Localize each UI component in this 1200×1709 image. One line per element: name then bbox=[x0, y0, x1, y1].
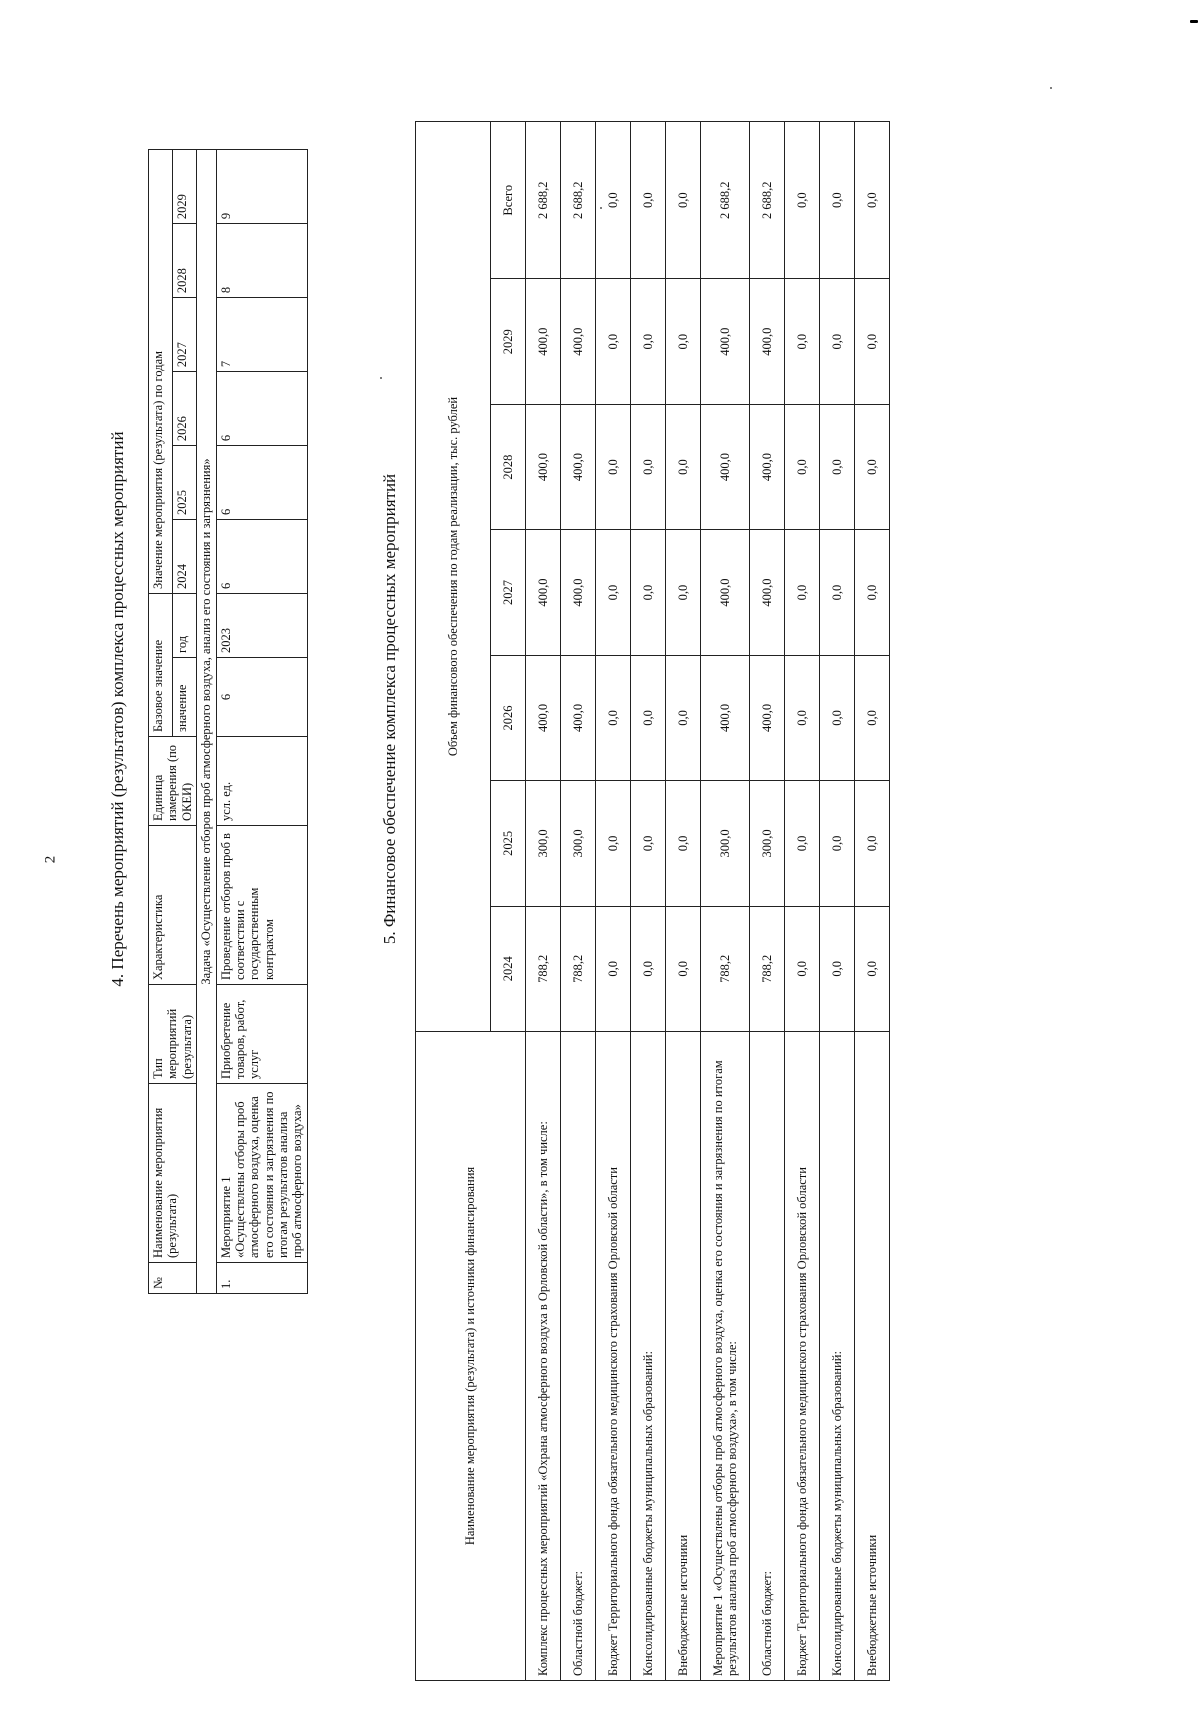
col-header-fin-year: 2028 bbox=[491, 404, 526, 529]
fin-cell: 300,0 bbox=[750, 781, 785, 906]
table-row bbox=[820, 122, 855, 1681]
fin-cell: 0,0 bbox=[820, 655, 855, 780]
col-header-name: Наименование мероприятия (результата) bbox=[149, 1084, 197, 1263]
row-num: 1. bbox=[216, 1263, 307, 1294]
fin-cell: 0,0 bbox=[855, 655, 890, 780]
fin-cell: 0,0 bbox=[855, 781, 890, 906]
fin-cell-total: 0,0 bbox=[631, 122, 666, 279]
fin-cell: 0,0 bbox=[596, 279, 631, 404]
col-header-fin-year: 2024 bbox=[491, 906, 526, 1031]
table-row bbox=[855, 122, 890, 1681]
fin-row-name: Консолидированные бюджеты муниципальных образований: bbox=[820, 1032, 855, 1681]
row-base-year: 2023 bbox=[216, 594, 307, 658]
fin-row-name: Консолидированные бюджеты муниципальных образований: bbox=[631, 1032, 666, 1681]
fin-cell-total: 2 688,2 bbox=[561, 122, 596, 279]
table-row bbox=[666, 122, 701, 1681]
fin-cell: 0,0 bbox=[820, 279, 855, 404]
scan-speck bbox=[380, 377, 382, 379]
fin-row-name: Внебюджетные источники bbox=[855, 1032, 890, 1681]
fin-cell: 0,0 bbox=[666, 530, 701, 655]
fin-cell: 0,0 bbox=[596, 781, 631, 906]
col-header-char: Характеристика bbox=[149, 826, 197, 985]
fin-cell: 0,0 bbox=[855, 530, 890, 655]
fin-cell: 0,0 bbox=[631, 404, 666, 529]
scan-mark bbox=[1190, 20, 1198, 23]
fin-cell: 0,0 bbox=[631, 906, 666, 1031]
table-row bbox=[631, 122, 666, 1681]
col-header-fin-year: 2027 bbox=[491, 530, 526, 655]
fin-cell: 400,0 bbox=[750, 530, 785, 655]
fin-cell-total: 0,0 bbox=[596, 122, 631, 279]
col-header-values: Значение мероприятия (результата) по годам bbox=[149, 150, 173, 594]
fin-cell: 0,0 bbox=[631, 781, 666, 906]
col-header-year: 2028 bbox=[173, 224, 197, 298]
row-unit: усл. ед. bbox=[216, 737, 307, 826]
fin-cell: 400,0 bbox=[750, 655, 785, 780]
fin-cell: 788,2 bbox=[561, 906, 596, 1031]
fin-cell-total: 0,0 bbox=[820, 122, 855, 279]
fin-cell: 0,0 bbox=[631, 279, 666, 404]
fin-cell: 400,0 bbox=[526, 655, 561, 780]
fin-cell: 0,0 bbox=[855, 279, 890, 404]
fin-cell-total: 0,0 bbox=[785, 122, 820, 279]
col-header-base: Базовое значение bbox=[149, 594, 173, 737]
fin-cell: 400,0 bbox=[561, 655, 596, 780]
section5-title: 5. Финансовое обеспечение комплекса процессных мероприятий bbox=[380, 473, 399, 945]
table-row bbox=[561, 122, 596, 1681]
fin-cell: 0,0 bbox=[666, 906, 701, 1031]
fin-cell: 0,0 bbox=[596, 404, 631, 529]
fin-cell: 0,0 bbox=[855, 906, 890, 1031]
fin-cell: 788,2 bbox=[526, 906, 561, 1031]
col-header-year: 2026 bbox=[173, 372, 197, 446]
row-value: 6 bbox=[216, 446, 307, 520]
fin-cell: 788,2 bbox=[750, 906, 785, 1031]
fin-cell: 0,0 bbox=[666, 279, 701, 404]
fin-cell: 300,0 bbox=[561, 781, 596, 906]
activities-table bbox=[148, 149, 308, 1294]
fin-row-name: Областной бюджет: bbox=[750, 1032, 785, 1681]
col-header-unit: Единица измерения (по ОКЕИ) bbox=[149, 737, 197, 826]
fin-cell: 0,0 bbox=[596, 906, 631, 1031]
col-header-fin-year: 2026 bbox=[491, 655, 526, 780]
fin-cell-total: 2 688,2 bbox=[750, 122, 785, 279]
table-row bbox=[701, 122, 750, 1681]
fin-cell: 0,0 bbox=[785, 781, 820, 906]
task-row: Задача «Осуществление отборов проб атмосферного воздуха, анализ его состояния и загрязнения» bbox=[197, 150, 216, 1294]
fin-cell: 400,0 bbox=[701, 655, 750, 780]
col-header-base-year: год bbox=[173, 594, 197, 658]
scan-speck bbox=[600, 207, 602, 209]
col-header-year: 2025 bbox=[173, 446, 197, 520]
fin-cell-total: 2 688,2 bbox=[701, 122, 750, 279]
fin-cell: 0,0 bbox=[820, 906, 855, 1031]
fin-cell: 0,0 bbox=[785, 906, 820, 1031]
table-row bbox=[526, 122, 561, 1681]
fin-cell: 400,0 bbox=[526, 404, 561, 529]
fin-row-name: Мероприятие 1 «Осуществлены отборы проб атмосферного воздуха, оценка его состояния и загрязнения по итогам результатов анализа проб атмосферного воздуха», в том числе: bbox=[701, 1032, 750, 1681]
row-base-value: 6 bbox=[216, 658, 307, 737]
fin-row-name: Комплекс процессных мероприятий «Охрана атмосферного воздуха в Орловской области», в том числе: bbox=[526, 1032, 561, 1681]
fin-row-name: Внебюджетные источники bbox=[666, 1032, 701, 1681]
fin-row-name: Бюджет Территориального фонда обязательного медицинского страхования Орловской области bbox=[596, 1032, 631, 1681]
col-header-base-value: значение bbox=[173, 658, 197, 737]
fin-cell: 400,0 bbox=[526, 279, 561, 404]
fin-cell: 0,0 bbox=[820, 781, 855, 906]
fin-cell: 400,0 bbox=[750, 279, 785, 404]
row-char: Проведение отборов проб в соответствии с государственным контрактом bbox=[216, 826, 307, 985]
row-name: Мероприятие 1 «Осуществлены отборы проб атмосферного воздуха, оценка его состояния и загрязнения по итогам результатов анализа проб атмосферного воздуха» bbox=[216, 1084, 307, 1263]
row-value: 6 bbox=[216, 372, 307, 446]
fin-cell: 300,0 bbox=[526, 781, 561, 906]
fin-cell: 0,0 bbox=[785, 655, 820, 780]
fin-cell: 300,0 bbox=[701, 781, 750, 906]
fin-cell: 400,0 bbox=[701, 530, 750, 655]
page-number: 2 bbox=[42, 855, 59, 864]
fin-cell: 0,0 bbox=[785, 279, 820, 404]
fin-cell: 0,0 bbox=[785, 404, 820, 529]
col-header-year: 2024 bbox=[173, 520, 197, 594]
fin-cell: 788,2 bbox=[701, 906, 750, 1031]
col-header-volume: Объем финансового обеспечения по годам реализации, тыс. рублей bbox=[416, 122, 491, 1032]
fin-row-name: Бюджет Территориального фонда обязательного медицинского страхования Орловской области bbox=[785, 1032, 820, 1681]
col-header-fin-year: 2025 bbox=[491, 781, 526, 906]
fin-cell: 400,0 bbox=[701, 279, 750, 404]
col-header-num: № bbox=[149, 1263, 197, 1294]
section4-title: 4. Перечень мероприятий (результатов) комплекса процессных мероприятий bbox=[108, 431, 127, 987]
fin-cell: 0,0 bbox=[820, 530, 855, 655]
row-value: 7 bbox=[216, 298, 307, 372]
fin-cell: 400,0 bbox=[561, 404, 596, 529]
table-row bbox=[750, 122, 785, 1681]
col-header-fin-name: Наименование мероприятия (результата) и источники финансирования bbox=[416, 1032, 526, 1681]
fin-cell: 0,0 bbox=[666, 781, 701, 906]
fin-cell: 400,0 bbox=[561, 530, 596, 655]
col-header-year: 2029 bbox=[173, 150, 197, 224]
fin-cell: 0,0 bbox=[666, 655, 701, 780]
scan-speck bbox=[1050, 87, 1052, 89]
fin-cell: 400,0 bbox=[701, 404, 750, 529]
fin-cell: 0,0 bbox=[631, 530, 666, 655]
fin-cell: 400,0 bbox=[561, 279, 596, 404]
col-header-fin-year: 2029 bbox=[491, 279, 526, 404]
fin-row-name: Областной бюджет: bbox=[561, 1032, 596, 1681]
table-row bbox=[596, 122, 631, 1681]
fin-cell-total: 0,0 bbox=[666, 122, 701, 279]
row-type: Приобретение товаров, работ, услуг bbox=[216, 985, 307, 1084]
fin-cell: 0,0 bbox=[596, 655, 631, 780]
row-value: 6 bbox=[216, 520, 307, 594]
fin-cell: 400,0 bbox=[526, 530, 561, 655]
row-value: 8 bbox=[216, 224, 307, 298]
fin-cell-total: 2 688,2 bbox=[526, 122, 561, 279]
col-header-year: 2027 bbox=[173, 298, 197, 372]
financing-table bbox=[415, 121, 890, 1681]
fin-cell: 0,0 bbox=[785, 530, 820, 655]
fin-cell: 0,0 bbox=[666, 404, 701, 529]
fin-cell: 0,0 bbox=[631, 655, 666, 780]
col-header-type: Тип мероприятий (результата) bbox=[149, 985, 197, 1084]
fin-cell: 0,0 bbox=[855, 404, 890, 529]
fin-cell-total: 0,0 bbox=[855, 122, 890, 279]
row-value: 9 bbox=[216, 150, 307, 224]
fin-cell: 0,0 bbox=[596, 530, 631, 655]
col-header-fin-total: Всего bbox=[491, 122, 526, 279]
fin-cell: 0,0 bbox=[820, 404, 855, 529]
table-row bbox=[785, 122, 820, 1681]
fin-cell: 400,0 bbox=[750, 404, 785, 529]
